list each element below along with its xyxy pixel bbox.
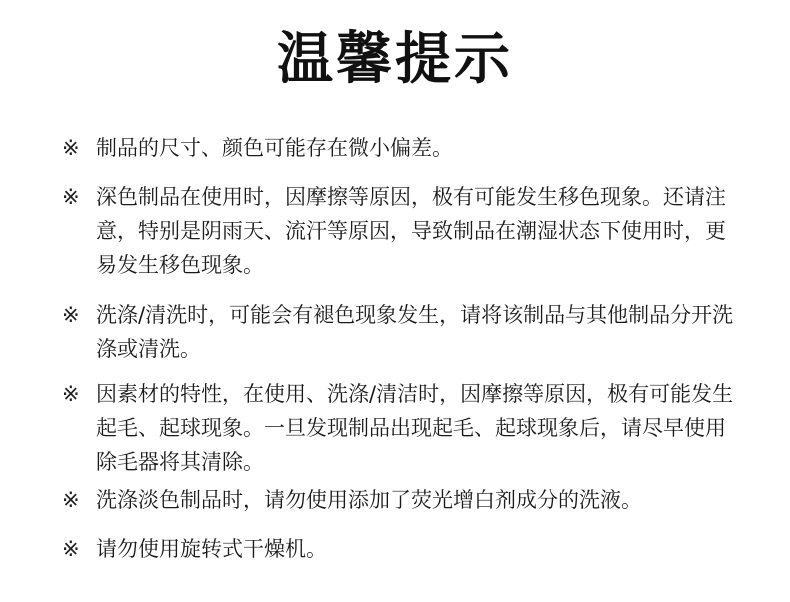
- notice-text: 洗涤/清洗时，可能会有褪色现象发生，请将该制品与其他制品分开洗涤或清洗。: [96, 303, 734, 361]
- reference-mark-bullet: ※: [62, 185, 80, 209]
- notice-text: 请勿使用旋转式干燥机。: [96, 537, 327, 561]
- notice-item: [62, 131, 742, 165]
- notice-text: 洗涤淡色制品时，请勿使用添加了荧光增白剂成分的洗液。: [96, 488, 642, 512]
- notice-item: [62, 298, 742, 366]
- notice-item: [62, 180, 742, 282]
- notice-text: 制品的尺寸、颜色可能存在微小偏差。: [96, 136, 453, 160]
- reference-mark-bullet: ※: [62, 382, 80, 406]
- notice-item: [62, 532, 742, 566]
- page-title: 温馨提示: [277, 27, 513, 92]
- reference-mark-bullet: ※: [62, 488, 80, 512]
- notice-text: 深色制品在使用时，因摩擦等原因，极有可能发生移色现象。还请注意，特别是阴雨天、流汗等原因，导致制品在潮湿状态下使用时，更易发生移色现象。: [96, 185, 726, 277]
- notice-item: [62, 377, 742, 479]
- notice-text: 因素材的特性，在使用、洗涤/清洁时，因摩擦等原因，极有可能发生起毛、起球现象。一旦发现制品出现起毛、起球现象后，请尽早使用除毛器将其清除。: [96, 382, 734, 474]
- reference-mark-bullet: ※: [62, 537, 80, 561]
- reference-mark-bullet: ※: [62, 136, 80, 160]
- notice-item: [62, 483, 742, 517]
- reference-mark-bullet: ※: [62, 303, 80, 327]
